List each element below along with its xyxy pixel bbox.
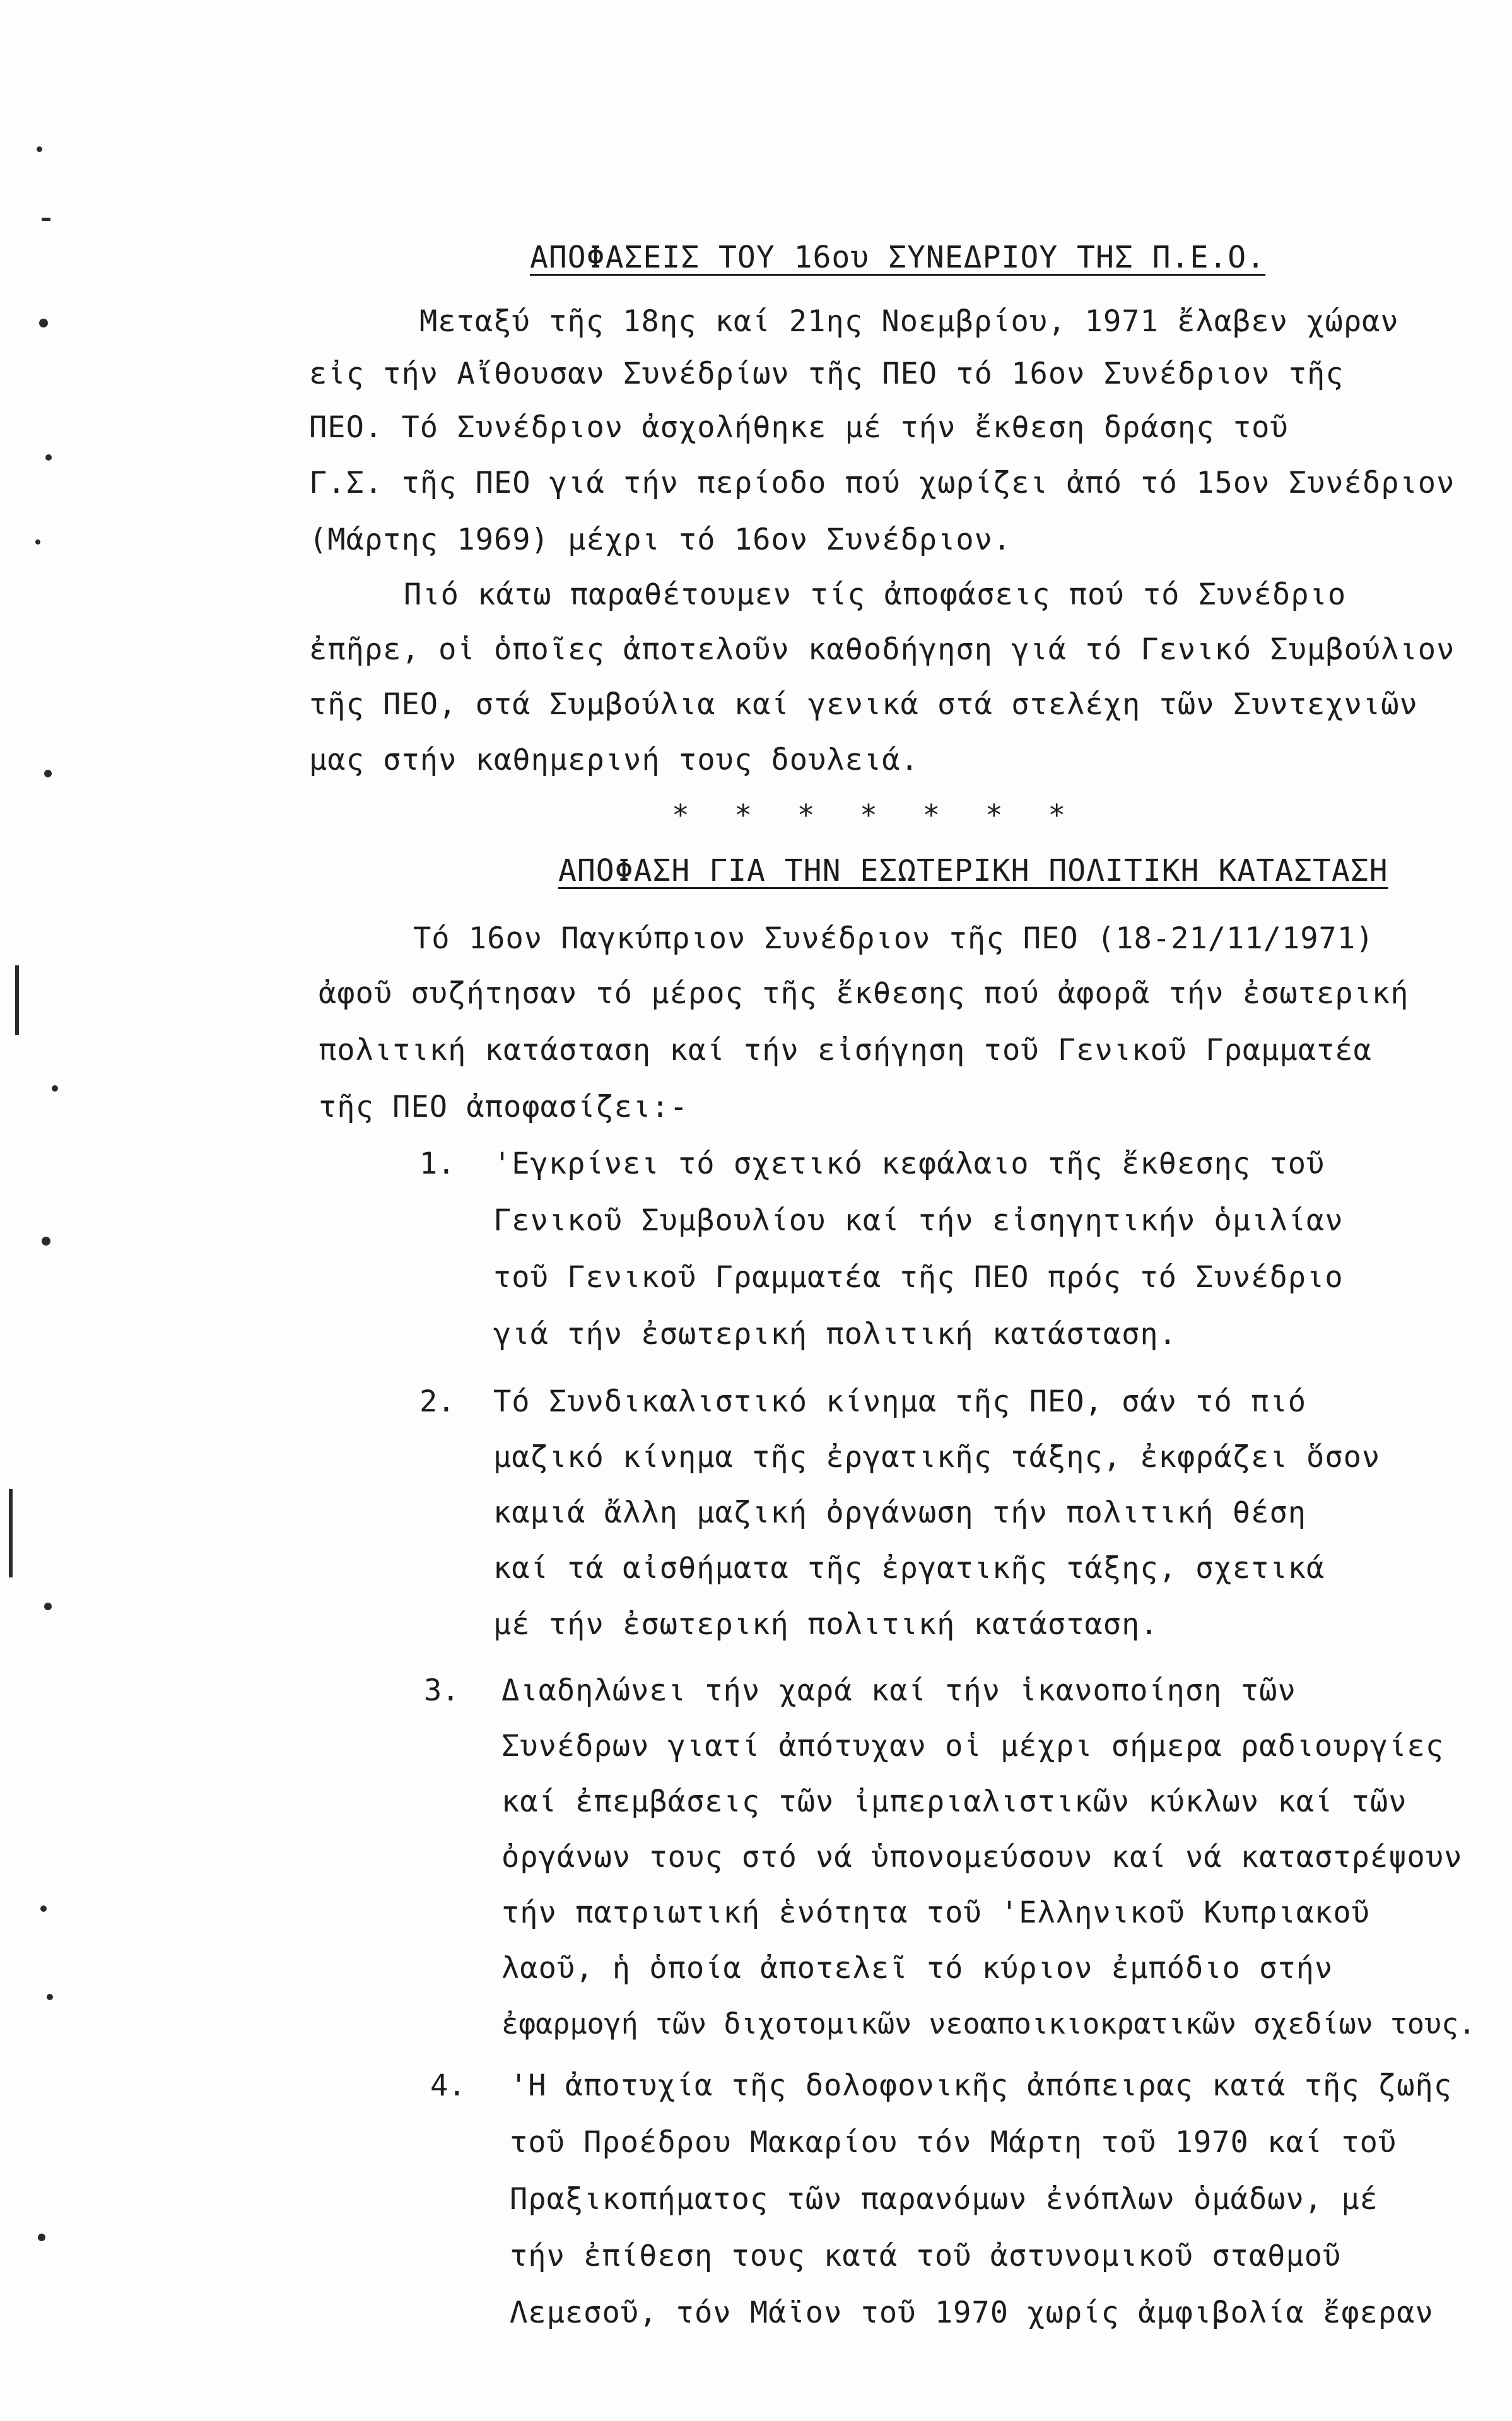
item-line: καί τά αἰσθήματα τῆς ἐργατικῆς τάξης, σχετικά <box>493 1551 1325 1586</box>
item-number: 1. <box>419 1146 455 1181</box>
item-line: 'Εγκρίνει τό σχετικό κεφάλαιο τῆς ἔκθεσης τοῦ <box>493 1146 1325 1181</box>
item-line: Τό Συνδικαλιστικό κίνημα τῆς ΠΕΟ, σάν τό πιό <box>493 1384 1307 1419</box>
item-number: 2. <box>419 1384 455 1419</box>
section-intro-line: τῆς ΠΕΟ ἀποφασίζει:- <box>319 1090 688 1124</box>
margin-speck <box>47 1994 53 2000</box>
item-number: 3. <box>424 1673 460 1708</box>
item-line: καί ἐπεμβάσεις τῶν ἰμπεριαλιστικῶν κύκλων καί τῶν <box>501 1784 1407 1819</box>
margin-speck <box>40 1906 47 1912</box>
item-line: μέ τήν ἐσωτερική πολιτική κατάσταση. <box>493 1607 1159 1642</box>
item-line: Λεμεσοῦ, τόν Μάϊον τοῦ 1970 χωρίς ἀμφιβολία ἔφεραν <box>510 2295 1434 2330</box>
item-number: 4. <box>430 2068 466 2103</box>
item-line: μαζικό κίνημα τῆς ἐργατικῆς τάξης, ἐκφράζει ὅσον <box>493 1440 1381 1475</box>
margin-speck <box>38 2234 45 2241</box>
item-line: λαοῦ, ἡ ὁποία ἀποτελεῖ τό κύριον ἐμπόδιο στήν <box>501 1951 1333 1986</box>
intro-line: Μεταξύ τῆς 18ης καί 21ης Νοεμβρίου, 1971 ἔλαβεν χώραν <box>419 304 1399 339</box>
item-line: τήν πατριωτική ἑνότητα τοῦ 'Ελληνικοῦ Κυπριακοῦ <box>501 1895 1370 1930</box>
margin-speck <box>42 218 50 221</box>
margin-speck <box>42 1237 50 1246</box>
margin-speck <box>15 965 19 1035</box>
paragraph-line: ἐπῆρε, οἱ ὁποῖες ἀποτελοῦν καθοδήγηση γιά τό Γενικό Συμβούλιον <box>309 632 1455 667</box>
margin-speck <box>44 770 52 777</box>
item-line: ὀργάνων τους στό νά ὑπονομεύσουν καί νά καταστρέψουν <box>501 1840 1463 1875</box>
paragraph-line: Πιό κάτω παραθέτουμεν τίς ἀποφάσεις πού τό Συνέδριο <box>404 577 1347 612</box>
intro-line: Γ.Σ. τῆς ΠΕΟ γιά τήν περίοδο πού χωρίζει ἀπό τό 15ον Συνέδριον <box>309 466 1455 500</box>
section-intro-line: πολιτική κατάσταση καί τήν εἰσήγηση τοῦ Γενικοῦ Γραμματέα <box>319 1033 1372 1068</box>
intro-line: εἰς τήν Αἴθουσαν Συνέδρίων τῆς ΠΕΟ τό 16ον Συνέδριον τῆς <box>309 356 1344 391</box>
margin-speck <box>9 1489 13 1577</box>
item-line: τήν ἐπίθεση τους κατά τοῦ ἀστυνομικοῦ σταθμοῦ <box>510 2239 1342 2273</box>
item-line: καμιά ἄλλη μαζική ὀργάνωση τήν πολιτική θέση <box>493 1495 1307 1530</box>
intro-line: (Μάρτης 1969) μέχρι τό 16ον Συνέδριον. <box>309 522 1012 557</box>
section-title: ΑΠΟΦΑΣΗ ΓΙΑ ΤΗΝ ΕΣΩΤΕΡΙΚΗ ΠΟΛΙΤΙΚΗ ΚΑΤΑΣΤΑΣΗ <box>558 853 1388 888</box>
margin-speck <box>45 454 52 461</box>
item-line: Συνέδρων γιατί ἀπότυχαν οἱ μέχρι σήμερα ραδιουργίες <box>501 1729 1445 1764</box>
item-line: Πραξικοπήματος τῶν παρανόμων ἐνόπλων ὁμάδων, μέ <box>510 2182 1378 2217</box>
item-line: 'Η ἀποτυχία τῆς δολοφονικῆς ἀπόπειρας κατά τῆς ζωῆς <box>510 2068 1453 2103</box>
item-line: ἐφαρμογή τῶν διχοτομικῶν νεοαποικιοκρατικῶν σχεδίων τους. <box>501 2007 1476 2041</box>
paragraph-line: μας στήν καθημερινή τους δουλειά. <box>309 743 919 777</box>
margin-speck <box>37 146 42 152</box>
margin-speck <box>52 1085 58 1092</box>
item-line: τοῦ Γενικοῦ Γραμματέα τῆς ΠΕΟ πρός τό Συνέδριο <box>493 1260 1344 1295</box>
item-line: Γενικοῦ Συμβουλίου καί τήν εἰσηγητικήν ὁμιλίαν <box>493 1203 1344 1238</box>
section-intro-line: ἀφοῦ συζήτησαν τό μέρος τῆς ἔκθεσης πού ἀφορᾶ τήν ἐσωτερική <box>319 976 1409 1011</box>
document-title: ΑΠΟΦΑΣΕΙΣ ΤΟΥ 16ου ΣΥΝΕΔΡΙΟΥ ΤΗΣ Π.Ε.Ο. <box>530 240 1266 275</box>
item-line: τοῦ Προέδρου Μακαρίου τόν Μάρτη τοῦ 1970 καί τοῦ <box>510 2125 1397 2160</box>
margin-speck <box>39 319 48 327</box>
intro-line: ΠΕΟ. Τό Συνέδριον ἀσχολήθηκε μέ τήν ἔκθεση δράσης τοῦ <box>309 410 1289 445</box>
margin-speck <box>35 539 40 545</box>
item-line: Διαδηλώνει τήν χαρά καί τήν ἱκανοποίηση τῶν <box>501 1673 1296 1708</box>
separator-stars: * * * * * * * <box>672 798 1080 832</box>
paragraph-line: τῆς ΠΕΟ, στά Συμβούλια καί γενικά στά στελέχη τῶν Συντεχνιῶν <box>309 687 1418 722</box>
margin-speck <box>44 1603 52 1610</box>
item-line: γιά τήν ἐσωτερική πολιτική κατάσταση. <box>493 1317 1177 1352</box>
section-intro-line: Τό 16ον Παγκύπριον Συνέδριον τῆς ΠΕΟ (18-21/11/1971) <box>413 921 1374 956</box>
